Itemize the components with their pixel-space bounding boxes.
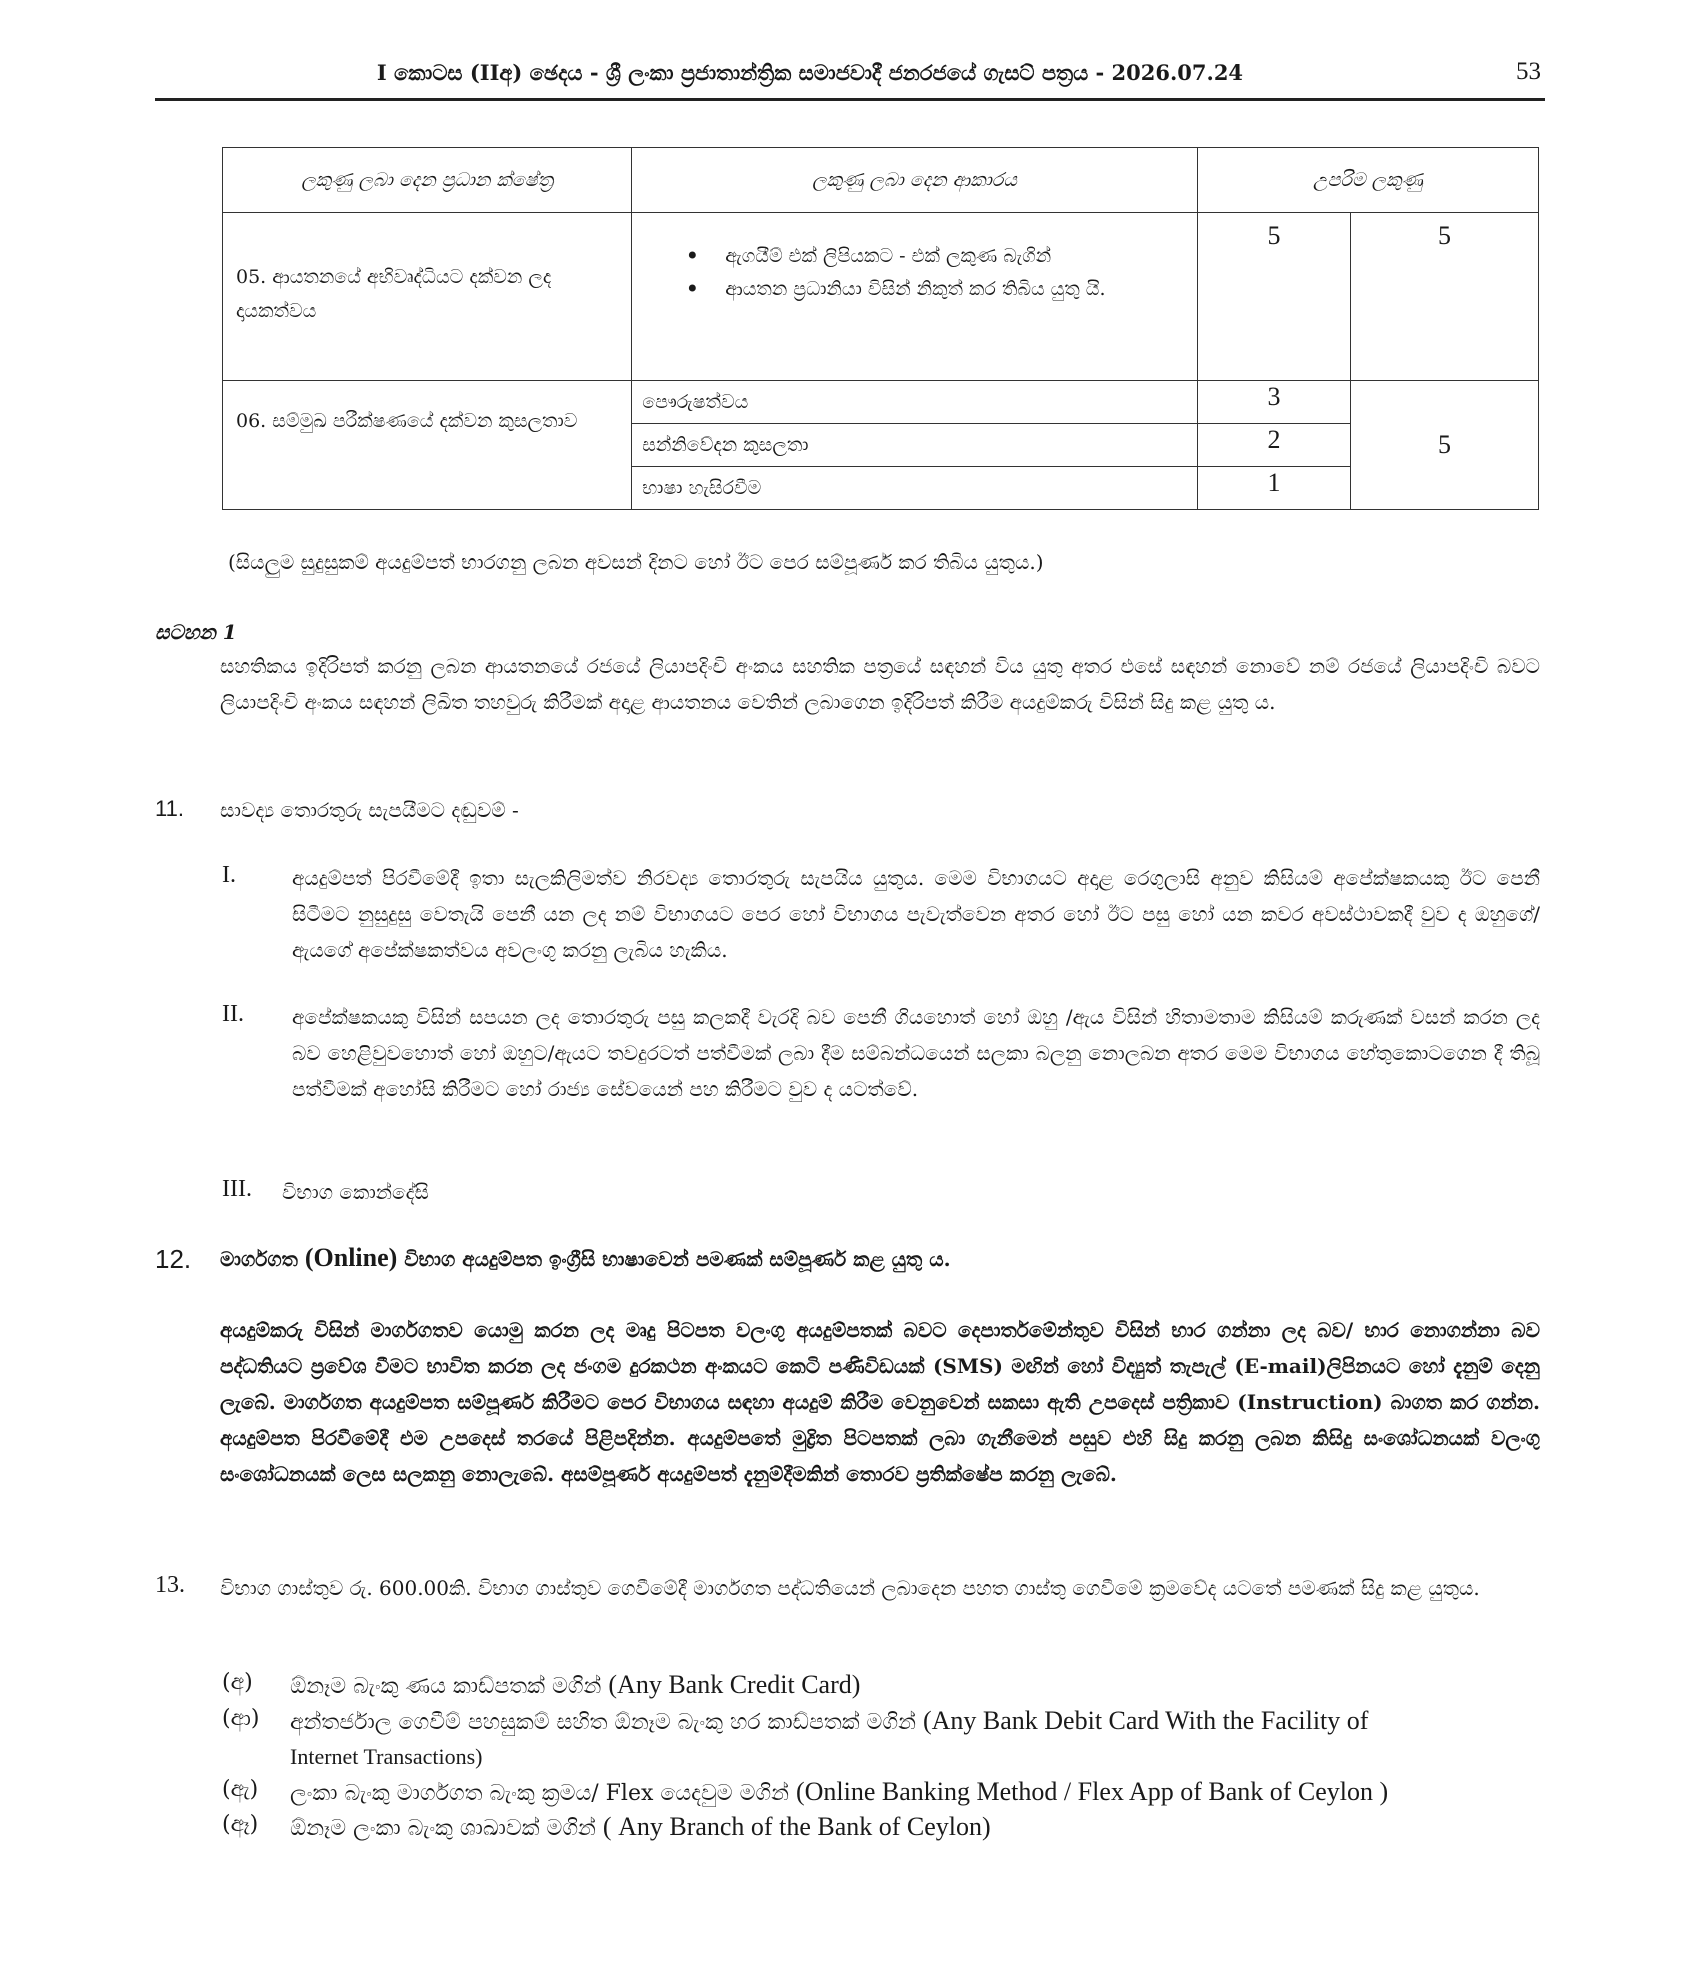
- payment-option-4-si: ඕනෑම ලංකා බැංකු ශාඛාවක් මගින්: [290, 1816, 596, 1841]
- row6-item-3-label: භාෂා හැසිරවීම: [632, 467, 1198, 510]
- section11-item1-text: අයදුම්පත් පිරවීමේදී ඉතා සැලකිලිමත්ව නිරවද්‍ය තොරතුරු සැපයිය යුතුය. මෙම විභාගයට අදාළ රෙගුලාසි අනුව කිසියම් අපේක්ෂකයකු ඊට පෙනී සිටීමට නුසුදුසු වෙතැයි පෙනී යන ලද නම් විභාගයට පෙර හෝ විභාගය පැවැත්වෙන අතර හෝ ඊට පසු හෝ යන කවර අවස්ථාවකදී වුව ද ඔහුගේ/ඇයගේ අපේක්ෂකත්වය අවලංගු කරනු ලැබිය හැකිය.: [292, 866, 1540, 962]
- section12-title-post: විභාග අයදුම්පත ඉංග්‍රීසි භාෂාවෙන් පමණක් සම්පූර්ණ කළ යුතු ය.: [404, 1247, 951, 1271]
- section13-text: විභාග ගාස්තුව රු. 600.00කි. විභාග ගාස්තුව ගෙවීමේදී මාර්ගගත පද්ධතියෙන් ලබාදෙන පහත ගාස්තු ගෙවීමේ ක්‍රමවේද යටතේ පමණක් සිදු කළ යුතුය.: [220, 1576, 1480, 1600]
- section11-item3-text: විභාග කොන්දේසි: [282, 1180, 429, 1204]
- header-method: ලකුණු ලබා දෙන ආකාරය: [632, 148, 1198, 213]
- payment-option-4-en: ( Any Branch of the Bank of Ceylon): [602, 1812, 991, 1841]
- row6-area: 06. සම්මුඛ පරීක්ෂණයේ දක්වන කුසලතාව: [236, 410, 578, 432]
- marks-table: [222, 147, 1539, 510]
- payment-option-3-en: (Online Banking Method / Flex App of Bank of Ceylon ): [796, 1777, 1389, 1806]
- payment-option-3-si: ලංකා බැංකු මාර්ගගත බැංකු ක්‍රමය/ Flex යෙදවුම මගින්: [290, 1781, 789, 1806]
- payment-option-4-label: (ඈ): [222, 1812, 259, 1837]
- section12-title-online: (Online): [304, 1243, 398, 1272]
- note1-text: සහතිකය ඉදිරිපත් කරනු ලබන ආයතනයේ රජයේ ලියාපදිංචි අංකය සහතික පත්‍රයේ සඳහන් විය යුතු අතර එසේ සඳහන් නොවේ නම් රජයේ ලියාපදිංචි බවට ලියාපදිංචි අංකය සඳහන් ලිඛිත තහවුරු කිරීමක් අදාළ ආයතනය වෙතින් ලබාගෙන ඉදිරිපත් කිරීම අයදුම්කරු විසින් සිදු කළ යුතු ය.: [220, 654, 1540, 714]
- header-max-marks: උපරිම ලකුණු: [1197, 148, 1538, 213]
- row5-marks: 5: [1197, 213, 1350, 381]
- row5-method-cell: [632, 213, 1198, 381]
- row6-item-2-marks: 2: [1197, 424, 1350, 467]
- row6-item-3-marks: 1: [1197, 467, 1350, 510]
- payment-option-1-label: (අ): [222, 1670, 253, 1695]
- table-header-row: [223, 148, 1539, 213]
- payment-option-2-en-cont: Internet Transactions): [290, 1744, 483, 1769]
- payment-option-1: [290, 1668, 860, 1704]
- section12-title-pre: මාර්ගගත: [220, 1247, 298, 1271]
- note1-heading: සටහන 1: [155, 620, 237, 644]
- payment-option-4: [290, 1810, 991, 1846]
- row6-item-2-label: සන්නිවේදන කුසලතා: [632, 424, 1198, 467]
- row5-bullet-2: • ආයතන ප්‍රධානියා විසින් නිකුත් කර තිබිය යුතු යි.: [685, 273, 1196, 306]
- payment-option-3-label: (ඇ): [222, 1777, 259, 1802]
- payment-option-2-label: (ආ): [222, 1706, 260, 1731]
- after-table-note: (සියලුම සුදුසුකම් අයදුම්පත් භාරගනු ලබන අවසන් දිනට හෝ ඊට පෙර සම්පූර්ණ කර තිබිය යුතුය.): [228, 550, 1044, 574]
- section11-item1-roman: I.: [222, 862, 236, 888]
- table-row-5: [223, 213, 1539, 381]
- row5-max: 5: [1351, 213, 1539, 381]
- payment-option-1-si: ඕනෑම බැංකු ණය කාඩ්පතක් මගින්: [290, 1674, 602, 1699]
- row5-area: 05. ආයතනයේ අභිවෘද්ධියට දක්වන ලද දායකත්වය: [236, 266, 552, 322]
- row5-area-cell: [223, 213, 632, 381]
- header-title: I කොටස (IIඅ) ඡෙදය - ශ්‍රී ලංකා ප්‍රජාතාන්ත්‍රික සමාජවාදී ජනරජයේ ගැසට් පත්‍රය - 2026.07.24: [376, 60, 1244, 85]
- row6-max: 5: [1351, 381, 1539, 510]
- section12-number: 12.: [155, 1244, 192, 1274]
- payment-option-3: [290, 1775, 1388, 1811]
- payment-option-2-en: (Any Bank Debit Card With the Facility of: [922, 1706, 1369, 1735]
- table-row-6a: [223, 381, 1539, 424]
- page-number: 53: [1516, 58, 1541, 85]
- row5-bullets: [633, 240, 1196, 306]
- payment-option-2: [290, 1704, 1540, 1740]
- section12-title: [220, 1240, 951, 1277]
- payment-option-1-en: (Any Bank Credit Card): [608, 1670, 861, 1699]
- section11-item3-roman: III.: [222, 1176, 252, 1202]
- row6-item-1-label: පෞරුෂත්වය: [632, 381, 1198, 424]
- payment-option-2-si: අන්තර්ජාල ගෙවීම් පහසුකම් සහිත ඕනෑම බැංකු හර කාඩ්පතක් මගින්: [290, 1710, 916, 1735]
- row6-item-1-marks: 3: [1197, 381, 1350, 424]
- section11-item2-roman: II.: [222, 1001, 244, 1027]
- page-header: [155, 56, 1545, 101]
- section11-item2-text: අපේක්ෂකයකු විසින් සපයන ලද තොරතුරු පසු කලකදී වැරදි බව පෙනී ගියහොත් හෝ ඔහු /ඇය විසින් හිතාමතාම කිසියම් කරුණක් වසන් කරන ලද බව හෙළිවුවහොත් හෝ ඔහුට/ඇයට තවදුරටත් පත්වීමක් ලබා දීම සම්බන්ධයෙන් සලකා බලනු නොලබන අතර මෙම විභාගය හේතුකොටගෙන දී තිබූ පත්වීමක් අහෝසි කිරීමට හෝ රාජ්‍ය සේවයෙන් පහ කිරීමට වුව ද යටත්වේ.: [292, 1005, 1540, 1101]
- section11-title: සාවද්‍ය තොරතුරු සැපයීමට දඬුවම් -: [220, 798, 519, 822]
- section11-number: 11.: [155, 796, 184, 821]
- row5-bullet-1: • ඇගයීම් එක් ලිපියකට - එක් ලකුණ බැගින්: [685, 240, 1196, 273]
- section13-number: 13.: [155, 1572, 185, 1598]
- header-main-area: ලකුණු ලබා දෙන ප්‍රධාන ක්ෂේත්‍ර: [223, 148, 632, 213]
- section12-body: අයදුම්කරු විසින් මාර්ගගතව යොමු කරන ලද මෘදු පිටපත වලංගු අයදුම්පතක් බවට දෙපාර්තමේන්තුව විසින් භාර ගන්නා ලද බව/ භාර නොගන්නා බව පද්ධතියට ප්‍රවේශ වීමට භාවිත කරන ලද ජංගම දුරකථන අංකයට කෙටි පණිවිඩයක් (SMS) මඟින් හෝ විද්‍යුත් තැපැල් (E-mail)ලිපිනයට හෝ දැනුම් දෙනු ලැබේ. මාර්ගගත අයදුම්පත සම්පූර්ණ කිරීමට පෙර විභාගය සඳහා අයදුම් කිරීම වෙනුවෙන් සකසා ඇති උපදෙස් පත්‍රිකාව (Instruction) බාගත කර ගන්න. අයදුම්පත පිරවීමේදී එම උපදෙස් තරයේ පිළිපදින්න. අයදුම්පතේ මුද්‍රිත පිටපතක් ලබා ගැනීමෙන් පසුව එහි සිදු කරනු ලබන කිසිදු සංශෝධනයක් වලංගු සංශෝධනයක් ලෙස සලකනු නොලැබේ. අසම්පූර්ණ අයදුම්පත් දැනුම්දීමකින් තොරව ප්‍රතික්ෂේප කරනු ලැබේ.: [220, 1318, 1540, 1486]
- row6-area-cell: [223, 381, 632, 510]
